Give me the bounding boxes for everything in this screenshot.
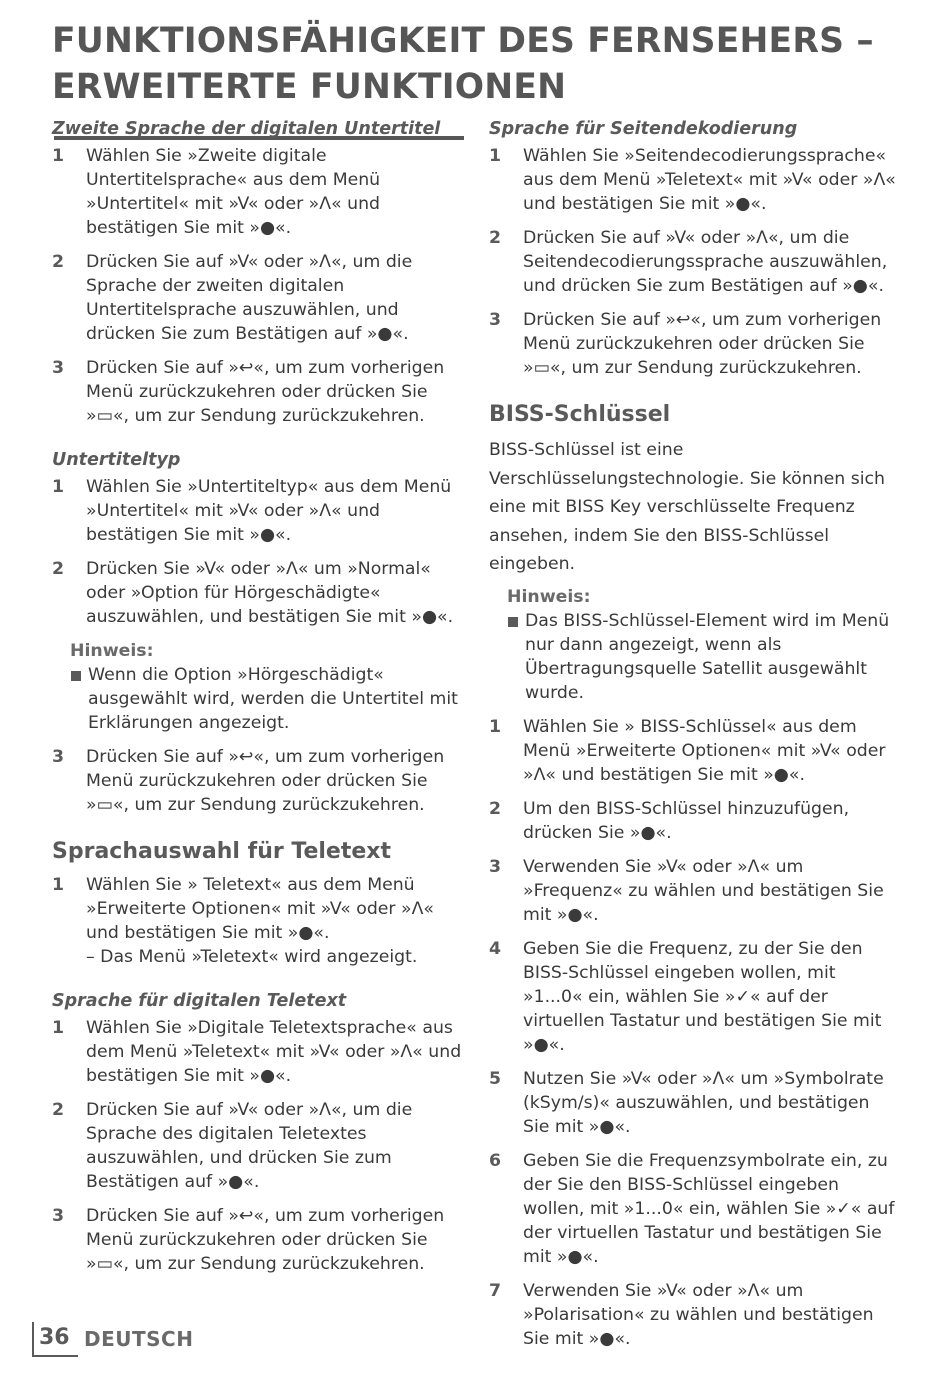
step-item (52, 557, 462, 629)
step-number: 3 (52, 747, 65, 767)
step-item (52, 250, 462, 346)
step-number: 3 (52, 1206, 65, 1226)
section-heading-biss-key: BISS-Schlüssel (489, 402, 671, 427)
step-text: Um den BISS-Schlüssel hinzuzufügen, drücken Sie »●«. (523, 798, 850, 843)
step-text: Verwenden Sie »V« oder »Λ« um »Frequenz« zu wählen und bestätigen Sie mit »●«. (523, 856, 884, 925)
step-list (489, 144, 899, 380)
step-list (52, 144, 462, 428)
step-number: 2 (52, 559, 65, 579)
step-text: Drücken Sie auf »V« oder »Λ«, um die Sprache des digitalen Teletextes auszuwählen, und drücken Sie zum Bestätigen auf »●«. (86, 1100, 413, 1192)
step-text: Wählen Sie »Seitendecodierungssprache« aus dem Menü »Teletext« mit »V« oder »Λ« und bestätigen Sie mit »●«. (523, 146, 896, 214)
step-list (52, 873, 462, 969)
step-item (52, 745, 462, 817)
step-number: 1 (52, 875, 65, 895)
step-text: Drücken Sie auf »↩«, um zum vorherigen Menü zurückzukehren oder drücken Sie »▭«, um zur Sendung zurückzukehren. (86, 1206, 445, 1274)
step-text: Wählen Sie »Zweite digitale Untertitelsprache« aus dem Menü »Untertitel« mit »V« oder »Λ« und bestätigen Sie mit »●«. (86, 146, 381, 238)
step-number: 2 (52, 252, 65, 272)
spacer (52, 438, 462, 448)
step-number: 3 (52, 358, 65, 378)
step-number: 6 (489, 1150, 502, 1171)
biss-intro-paragraph: BISS-Schlüssel ist eine Verschlüsselungstechnologie. Sie können sich eine mit BISS Key verschlüsselte Frequenz ansehen, indem Sie den BISS-Schlüssel eingeben. (489, 440, 885, 574)
step-text: Wählen Sie » Teletext« aus dem Menü »Erweiterte Optionen« mit »V« oder »Λ« und bestätigen Sie mit »●«. – Das Menü »Teletext« wird angezeigt. (86, 875, 435, 967)
step-item (489, 855, 899, 927)
square-bullet-icon (508, 617, 518, 627)
step-text: Drücken Sie auf »↩«, um zum vorherigen Menü zurückzukehren oder drücken Sie »▭«, um zur Sendung zurückzukehren. (86, 358, 445, 426)
step-item (52, 1016, 462, 1088)
step-number: 4 (489, 938, 502, 959)
note-label: Hinweis: (507, 586, 591, 607)
page-language: DEUTSCH (84, 1327, 194, 1351)
step-number: 2 (52, 1100, 65, 1120)
step-text: Wählen Sie »Digitale Teletextsprache« aus dem Menü »Teletext« mit »V« oder »Λ« und bestätigen Sie mit »●«. (86, 1018, 462, 1086)
step-text: Wählen Sie »Untertiteltyp« aus dem Menü »Untertitel« mit »V« oder »Λ« und bestätigen Sie mit »●«. (86, 477, 452, 545)
step-item (489, 1149, 899, 1269)
step-number: 2 (489, 228, 502, 248)
step-text: Drücken Sie »V« oder »Λ« um »Normal« oder »Option für Hörgeschädigte« auszuwählen, und bestätigen Sie mit »●«. (86, 559, 454, 627)
right-column (489, 117, 899, 1361)
step-number: 1 (52, 146, 65, 166)
spacer (52, 979, 462, 989)
page-number: 36 (39, 1325, 70, 1350)
step-item (489, 797, 899, 845)
step-list (52, 475, 462, 629)
section-heading-page-decoding-language: Sprache für Seitendekodierung (489, 119, 798, 139)
section-heading-digital-teletext-language: Sprache für digitalen Teletext (52, 991, 347, 1011)
step-item (489, 937, 899, 1057)
step-item (52, 356, 462, 428)
step-text: Drücken Sie auf »V« oder »Λ«, um die Sprache der zweiten digitalen Untertitelsprache auszuwählen, und drücken Sie zum Bestätigen auf »●«. (86, 252, 413, 344)
section-heading-teletext-language: Sprachauswahl für Teletext (52, 839, 391, 864)
step-text: Geben Sie die Frequenzsymbolrate ein, zu der Sie den BISS-Schlüssel eingeben wollen, mit »1...0« ein, wählen Sie »✓« auf der virtuellen Tastatur und bestätigen Sie mit »●«. (523, 1150, 895, 1267)
note-label: Hinweis: (70, 641, 154, 661)
section-heading-subtitle-type: Untertiteltyp (52, 450, 181, 470)
step-item (489, 308, 899, 380)
page-title-text: FUNKTIONSFÄHIGKEIT DES FERNSEHERS – ERWEITERTE FUNKTIONEN (52, 21, 874, 107)
step-item (52, 144, 462, 240)
note-text: Das BISS-Schlüssel-Element wird im Menü nur dann angezeigt, wenn als Übertragungsquelle Satellit ausgewählt wurde. (525, 610, 890, 703)
left-column (52, 117, 462, 1286)
step-item (489, 226, 899, 298)
note-item (70, 663, 462, 735)
step-number: 2 (489, 798, 502, 819)
step-text: Drücken Sie auf »↩«, um zum vorherigen Menü zurückzukehren oder drücken Sie »▭«, um zur Sendung zurückzukehren. (86, 747, 445, 815)
step-text: Wählen Sie » BISS-Schlüssel« aus dem Menü »Erweiterte Optionen« mit »V« oder »Λ« und bestätigen Sie mit »●«. (523, 716, 886, 785)
step-item (489, 144, 899, 216)
step-item (489, 715, 899, 787)
step-number: 3 (489, 310, 502, 330)
step-number: 3 (489, 856, 502, 877)
step-text: Geben Sie die Frequenz, zu der Sie den BISS-Schlüssel eingeben wollen, mit »1...0« ein, wählen Sie »✓« auf der virtuellen Tastatur und bestätigen Sie mit »●«. (523, 938, 882, 1055)
note-text: Wenn die Option »Hörgeschädigt« ausgewählt wird, werden die Untertitel mit Erklärungen angezeigt. (88, 665, 458, 733)
step-item (489, 1279, 899, 1351)
step-number: 1 (52, 477, 65, 497)
spacer (489, 390, 899, 400)
step-text: Drücken Sie auf »V« oder »Λ«, um die Seitendecodierungssprache auszuwählen, und drücken Sie zum Bestätigen auf »●«. (523, 228, 888, 296)
step-number: 1 (489, 716, 502, 737)
step-list (52, 1016, 462, 1276)
step-text: Nutzen Sie »V« oder »Λ« um »Symbolrate (kSym/s)« auszuwählen, und bestätigen Sie mit »●«. (523, 1068, 884, 1137)
note-box (507, 585, 899, 705)
step-text: Verwenden Sie »V« oder »Λ« um »Polarisation« zu wählen und bestätigen Sie mit »●«. (523, 1280, 874, 1349)
step-item (52, 873, 462, 969)
footer-underline (32, 1355, 78, 1357)
step-list (52, 745, 462, 817)
step-item (52, 1098, 462, 1194)
step-text: Drücken Sie auf »↩«, um zum vorherigen Menü zurückzukehren oder drücken Sie »▭«, um zur Sendung zurückzukehren. (523, 310, 882, 378)
square-bullet-icon (71, 671, 81, 681)
section-heading-second-subtitle-language: Zweite Sprache der digitalen Untertitel (52, 119, 441, 139)
step-number: 1 (489, 146, 502, 166)
footer-bar (32, 1322, 34, 1356)
step-list (489, 715, 899, 1351)
step-number: 5 (489, 1068, 502, 1089)
step-item (489, 1067, 899, 1139)
note-box (70, 639, 462, 735)
step-item (52, 1204, 462, 1276)
step-number: 7 (489, 1280, 502, 1301)
step-number: 1 (52, 1018, 65, 1038)
note-item (507, 609, 899, 705)
step-item (52, 475, 462, 547)
spacer (52, 827, 462, 837)
